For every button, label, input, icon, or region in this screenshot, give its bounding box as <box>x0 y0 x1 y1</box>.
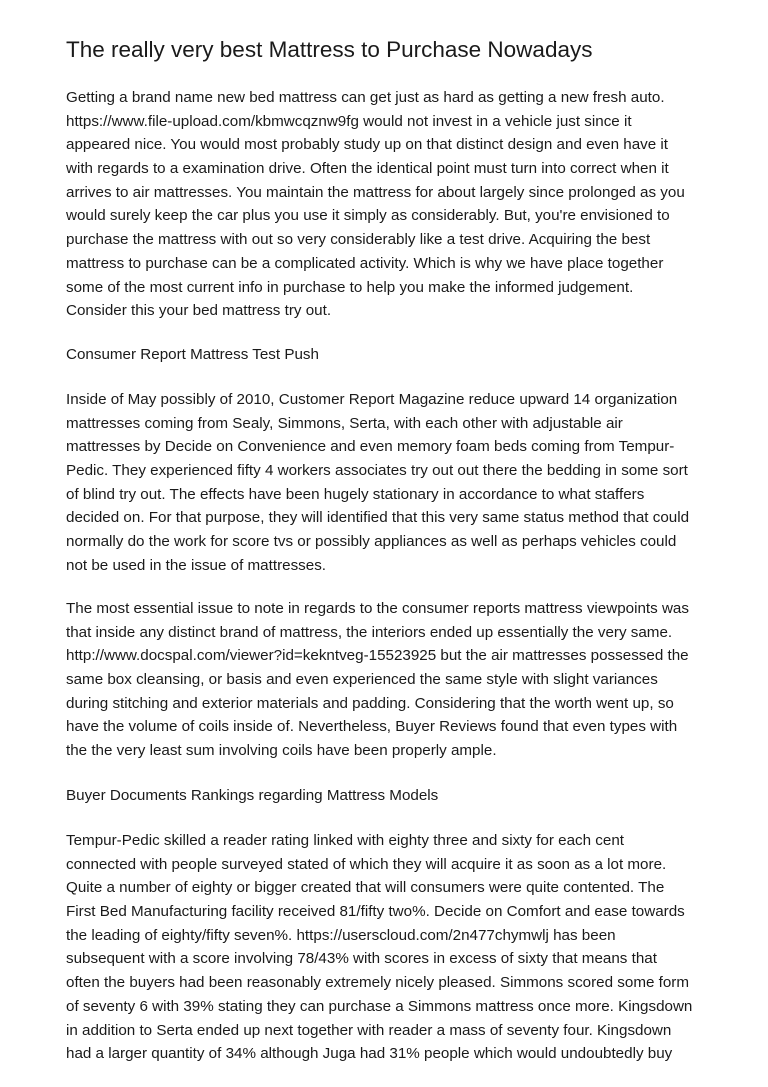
text-line: subsequent with a score involving 78/43% with scores in excess of sixty that means that <box>66 950 657 968</box>
text-line: of blind try out. The effects have been hugely stationary in accordance to what staffers <box>66 485 645 503</box>
heading-text: Buyer Documents Rankings regarding Mattress Models <box>66 787 439 804</box>
text-line: mattress to purchase can be a complicated activity. Which is why we have place together <box>66 254 664 272</box>
text-line: same box cleansing, or basis and even experienced the same style with slight variances <box>66 671 658 689</box>
text-line: in addition to Serta ended up next together with reader a mass of seventy four. Kingsdown <box>66 1021 672 1039</box>
text-line: mattresses coming from Sealy, Simmons, Serta, with each other with adjustable air <box>66 414 623 432</box>
text-line: Inside of May possibly of 2010, Customer Report Magazine reduce upward 14 organization <box>66 391 678 408</box>
text-line: often the buyers had been reasonably extremely nicely pleased. Simmons scored some form <box>66 974 690 992</box>
text-line: would surely keep the car plus you use it simply as considerably. But, you're envisioned to <box>66 207 670 225</box>
text-line: arrives to air mattresses. You maintain the mattress for about largely since prolonged as you <box>66 183 685 201</box>
paragraph-1 <box>66 86 716 323</box>
text-line: not be used in the issue of mattresses. <box>66 556 327 574</box>
text-line: connected with people surveyed stated of which they will acquire it as soon as a lot more. <box>66 855 667 873</box>
text-line: of seventy 6 with 39% stating they can purchase a Simmons mattress once more. Kingsdown <box>66 997 693 1015</box>
text-line: First Bed Manufacturing facility received 81/fifty two%. Decide on Comfort and ease towards <box>66 903 685 921</box>
text-line: decided on. For that purpose, they will identified that this very same status method that could <box>66 509 690 527</box>
heading-text: Consumer Report Mattress Test Push <box>66 346 319 363</box>
text-line: appeared nice. You would most probably study up on that distinct design and even have it <box>66 136 669 154</box>
section-heading-1 <box>66 343 716 367</box>
text-line: the the very least sum involving coils have been properly ample. <box>66 742 497 760</box>
text-line: Getting a brand name new bed mattress can get just as hard as getting a new fresh auto. <box>66 89 665 106</box>
text-line: some of the most current info in purchase to help you make the informed judgement. <box>66 278 634 296</box>
paragraph-3 <box>66 597 716 763</box>
text-line: that inside any distinct brand of mattress, the interiors ended up essentially the very same. <box>66 623 673 641</box>
text-line-link: the leading of eighty/fifty seven%. https://userscloud.com/2n477chymwlj has been <box>66 926 616 944</box>
text-line: have the volume of coils inside of. Nevertheless, Buyer Reviews found that even types with <box>66 718 678 736</box>
text-line-link: http://www.docspal.com/viewer?id=kekntveg-15523925 but the air mattresses possessed the <box>66 647 689 665</box>
text-line: had a larger quantity of 34% although Juga had 31% people which would undoubtedly buy <box>66 1045 673 1063</box>
text-line: Consider this your bed mattress try out. <box>66 302 332 320</box>
text-line: Tempur-Pedic skilled a reader rating linked with eighty three and sixty for each cent <box>66 832 624 849</box>
paragraph-4 <box>66 829 716 1066</box>
text-line: Pedic. They experienced fifty 4 workers associates try out out there the bedding in some sort <box>66 462 688 480</box>
text-line: Quite a number of eighty or bigger created that will consumers were quite contented. The <box>66 879 665 897</box>
text-line: purchase the mattress with out so very considerably like a test drive. Acquiring the best <box>66 231 651 249</box>
text-line-link: https://www.file-upload.com/kbmwcqznw9fg would not invest in a vehicle just since it <box>66 112 632 130</box>
paragraph-2 <box>66 388 716 578</box>
text-line: The most essential issue to note in regards to the consumer reports mattress viewpoints was <box>66 600 689 617</box>
text-line: mattresses by Decide on Convenience and even memory foam beds coming from Tempur- <box>66 438 675 456</box>
section-heading-2 <box>66 784 716 808</box>
text-line: during stitching and exterior materials and padding. Considering that the worth went up, so <box>66 694 674 712</box>
document-title: The really very best Mattress to Purchase Nowadays <box>66 37 593 62</box>
text-line: with regards to a examination drive. Often the identical point must turn into correct when it <box>66 160 669 178</box>
text-line: normally do the work for score tvs or possibly appliances as well as perhaps vehicles could <box>66 533 677 551</box>
